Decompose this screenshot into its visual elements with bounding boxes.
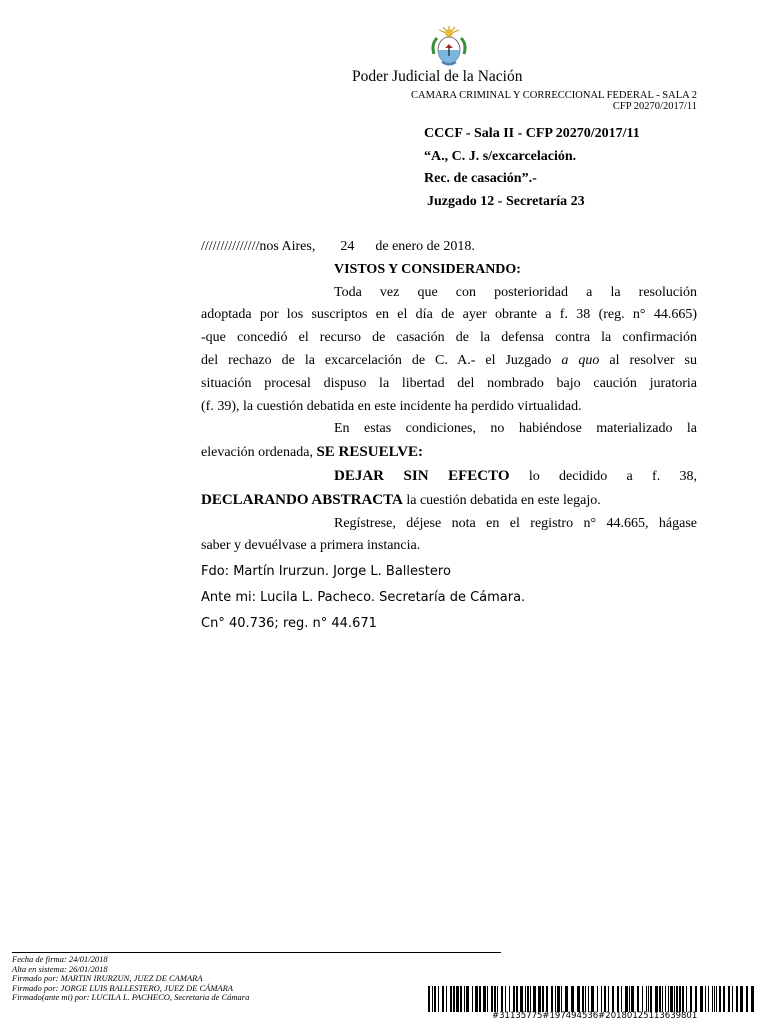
barcode-bar bbox=[491, 986, 493, 1012]
barcode-bar bbox=[450, 986, 452, 1012]
barcode-bar bbox=[601, 986, 602, 1012]
paragraph-line: En estas condiciones, no habiéndose materializado la bbox=[334, 421, 697, 437]
barcode-bar bbox=[714, 986, 715, 1012]
barcode-bar bbox=[442, 986, 444, 1012]
barcode-bar bbox=[716, 986, 717, 1012]
barcode-bar bbox=[679, 986, 681, 1012]
signature-footer bbox=[12, 955, 249, 1003]
barcode-bar bbox=[533, 986, 536, 1012]
ruling-bold: DECLARANDO ABSTRACTA bbox=[201, 491, 403, 508]
barcode-bar bbox=[712, 986, 713, 1012]
barcode-bar bbox=[494, 986, 496, 1012]
barcode-bar bbox=[604, 986, 606, 1012]
caption-line-2: “A., C. J. s/excarcelación. bbox=[424, 148, 577, 164]
barcode-bar bbox=[665, 986, 666, 1012]
date-line bbox=[201, 236, 697, 259]
barcode-bar bbox=[446, 986, 447, 1012]
barcode-bar bbox=[571, 986, 574, 1012]
barcode-bar bbox=[516, 986, 518, 1012]
file-reference: CFP 20270/2017/11 bbox=[612, 101, 697, 112]
barcode-bar bbox=[705, 986, 706, 1012]
barcode-bar bbox=[497, 986, 498, 1012]
barcode-bar bbox=[736, 986, 738, 1012]
organization-name: Poder Judicial de la Nación bbox=[352, 68, 523, 85]
court-header bbox=[411, 90, 697, 112]
barcode-bar bbox=[546, 986, 548, 1012]
barcode-bar bbox=[505, 986, 506, 1012]
caption-line-1: CCCF - Sala II - CFP 20270/2017/11 bbox=[424, 126, 640, 141]
barcode-bar bbox=[612, 986, 614, 1012]
paragraph-line: -que concedió el recurso de casación de la defensa contra la confirmación bbox=[201, 330, 697, 346]
barcode-bar bbox=[608, 986, 609, 1012]
paragraph-line bbox=[201, 489, 697, 513]
barcode-bar bbox=[453, 986, 455, 1012]
footer-line: Alta en sistema: 26/01/2018 bbox=[12, 963, 108, 974]
paragraph-line: Toda vez que con posterioridad a la resolución bbox=[334, 284, 697, 300]
paragraph-line bbox=[201, 465, 697, 489]
barcode-bar bbox=[487, 986, 488, 1012]
text-segment: la cuestión debatida en este legajo. bbox=[406, 492, 601, 508]
barcode-bar bbox=[501, 986, 503, 1012]
footer-line: Firmado por: JORGE LUIS BALLESTERO, JUEZ DE CÁMARA bbox=[12, 982, 233, 993]
barcode-bar bbox=[659, 986, 661, 1012]
footer-line: Fecha de firma: 24/01/2018 bbox=[12, 954, 108, 964]
case-number: Cn° 40.736; reg. n° 44.671 bbox=[201, 616, 377, 632]
barcode-bar bbox=[655, 986, 658, 1012]
caption-line-4: Juzgado 12 - Secretaría 23 bbox=[427, 193, 585, 209]
section-heading: VISTOS Y CONSIDERANDO: bbox=[334, 261, 521, 277]
paragraph-line: saber y devuélvase a primera instancia. bbox=[201, 538, 421, 554]
barcode-bar bbox=[732, 986, 733, 1012]
barcode-bar bbox=[438, 986, 439, 1012]
barcode-bar bbox=[751, 986, 754, 1012]
barcode-bar bbox=[542, 986, 544, 1012]
barcode-bar bbox=[670, 986, 673, 1012]
barcode-bar bbox=[682, 986, 684, 1012]
barcode-bar bbox=[674, 986, 675, 1012]
barcode-bar bbox=[746, 986, 748, 1012]
resolve-heading: SE RESUELVE: bbox=[316, 444, 424, 461]
barcode-bar bbox=[676, 986, 678, 1012]
barcode-bar bbox=[686, 986, 687, 1012]
barcode-bar bbox=[695, 986, 697, 1012]
italic-term: a quo bbox=[561, 352, 600, 368]
barcode-bar bbox=[728, 986, 730, 1012]
signed-by: Fdo: Martín Irurzun. Jorge L. Ballestero bbox=[201, 564, 451, 580]
barcode-bar bbox=[456, 986, 459, 1012]
barcode-bar bbox=[434, 986, 436, 1012]
barcode-bar bbox=[466, 986, 469, 1012]
paragraph-line: Regístrese, déjese nota en el registro n° 44.665, hágase bbox=[334, 515, 697, 531]
barcode-bar bbox=[662, 986, 663, 1012]
barcode-bar bbox=[650, 986, 652, 1012]
barcode-bar bbox=[740, 986, 743, 1012]
caption-line-3: Rec. de casación”.- bbox=[424, 171, 537, 186]
barcode-bar bbox=[646, 986, 647, 1012]
text-segment: elevación ordenada, bbox=[201, 445, 313, 461]
barcode-bar bbox=[428, 986, 430, 1012]
barcode-bar bbox=[629, 986, 630, 1012]
barcode-bar bbox=[723, 986, 725, 1012]
barcode-bar bbox=[582, 986, 584, 1012]
barcode-bar bbox=[631, 986, 634, 1012]
barcode-bar bbox=[561, 986, 562, 1012]
barcode-bar bbox=[530, 986, 531, 1012]
barcode-bar bbox=[621, 986, 622, 1012]
barcode-bar bbox=[668, 986, 669, 1012]
barcode-icon bbox=[428, 986, 756, 1012]
court-name: CAMARA CRIMINAL Y CORRECCIONAL FEDERAL - SALA 2 bbox=[411, 90, 697, 101]
barcode-bar bbox=[557, 986, 560, 1012]
barcode-bar bbox=[625, 986, 628, 1012]
signatures bbox=[201, 559, 697, 637]
barcode-bar bbox=[719, 986, 721, 1012]
barcode-bar bbox=[642, 986, 643, 1012]
barcode-bar bbox=[527, 986, 529, 1012]
barcode-bar bbox=[525, 986, 526, 1012]
barcode-bar bbox=[472, 986, 473, 1012]
barcode-bar bbox=[617, 986, 619, 1012]
paragraph-line bbox=[201, 350, 697, 373]
barcode-bar bbox=[520, 986, 523, 1012]
barcode-bar bbox=[483, 986, 486, 1012]
footer-line: Firmado por: MARTIN IRURZUN, JUEZ DE CAMARA bbox=[12, 973, 203, 984]
barcode-bar bbox=[460, 986, 462, 1012]
footer-line: Firmado(ante mi) por: LUCILA L. PACHECO, Secretaria de Cámara bbox=[12, 992, 250, 1003]
text-segment: al resolver su bbox=[609, 352, 697, 368]
barcode-bar bbox=[588, 986, 589, 1012]
barcode-bar bbox=[591, 986, 594, 1012]
barcode-number: #31135775#197494536#20180125113639801 bbox=[492, 1011, 698, 1021]
barcode-bar bbox=[577, 986, 580, 1012]
paragraph-line: (f. 39), la cuestión debatida en este incidente ha perdido virtualidad. bbox=[201, 398, 582, 414]
barcode-bar bbox=[475, 986, 478, 1012]
footer-divider bbox=[12, 952, 501, 953]
date-prefix: ///////////////nos Aires, bbox=[201, 239, 316, 254]
paragraph-line: adoptada por los suscriptos en el día de ayer obrante a f. 38 (reg. n° 44.665) bbox=[201, 307, 697, 323]
barcode-bar bbox=[479, 986, 481, 1012]
date-rest: de enero de 2018. bbox=[375, 239, 475, 254]
barcode-bar bbox=[509, 986, 510, 1012]
barcode-bar bbox=[700, 986, 703, 1012]
resolution-body bbox=[201, 236, 697, 637]
barcode-bar bbox=[565, 986, 568, 1012]
barcode-bar bbox=[708, 986, 709, 1012]
barcode-bar bbox=[585, 986, 586, 1012]
ruling-bold: DEJAR SIN EFECTO bbox=[334, 467, 510, 484]
barcode-bar bbox=[648, 986, 649, 1012]
coat-of-arms-icon bbox=[428, 24, 470, 68]
barcode-bar bbox=[551, 986, 553, 1012]
text-segment: lo decidido a f. 38, bbox=[528, 468, 698, 484]
barcode-bar bbox=[597, 986, 598, 1012]
barcode-bar bbox=[464, 986, 465, 1012]
barcode-bar bbox=[538, 986, 541, 1012]
barcode-bar bbox=[432, 986, 433, 1012]
barcode-bar bbox=[690, 986, 692, 1012]
date-day: 24 bbox=[340, 239, 355, 254]
secretary-line: Ante mi: Lucila L. Pacheco. Secretaría de Cámara. bbox=[201, 590, 526, 606]
barcode-bar bbox=[637, 986, 639, 1012]
text-segment: del rechazo de la excarcelación de C. A.- el Juzgado bbox=[201, 352, 552, 368]
barcode-bar bbox=[513, 986, 515, 1012]
paragraph-line: situación procesal dispuso la libertad del nombrado bajo caución juratoria bbox=[201, 375, 697, 391]
case-caption bbox=[424, 123, 640, 213]
barcode-bar bbox=[555, 986, 556, 1012]
paragraph-line bbox=[201, 441, 697, 465]
